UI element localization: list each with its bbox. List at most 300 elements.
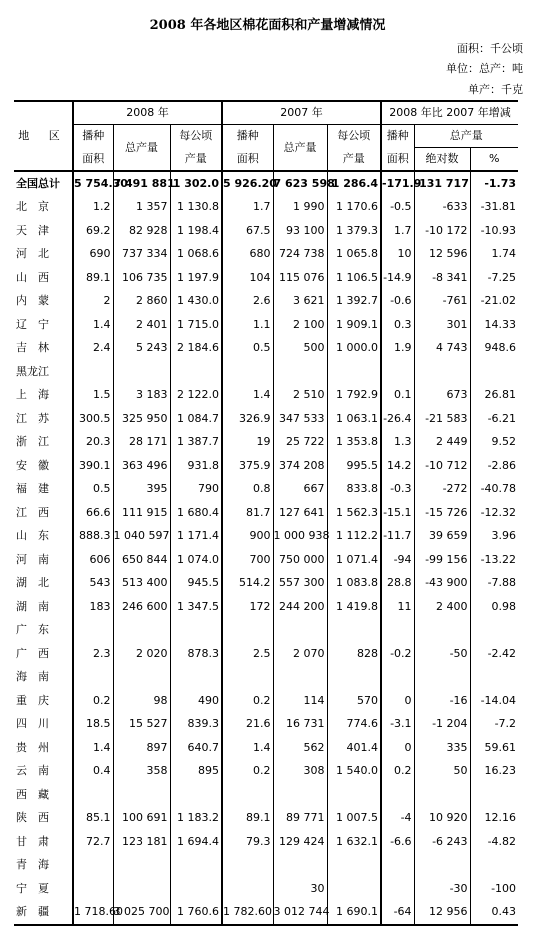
cell-output-change-absolute: 50 xyxy=(414,760,470,784)
cell-sown-area-2008: 0.5 xyxy=(73,478,113,502)
cell-output-change-absolute: 301 xyxy=(414,313,470,337)
cell-output-change-absolute: -272 xyxy=(414,478,470,502)
cell-output-2007: 129 424 xyxy=(273,830,327,854)
cell-region: 河 北 xyxy=(16,247,49,261)
cell-yield-2008: 945.5 xyxy=(170,572,222,596)
header-percent: % xyxy=(470,148,518,172)
cell-yield-2007: 1 632.1 xyxy=(327,830,381,854)
cell-output-change-percent: 16.23 xyxy=(470,760,518,784)
cell-output-change-absolute: 2 400 xyxy=(414,595,470,619)
cell-output-2008: 246 600 xyxy=(113,595,170,619)
cell-output-change-percent: -12.32 xyxy=(470,501,518,525)
cell-region: 青 海 xyxy=(16,858,49,872)
cell-yield-2008: 1 197.9 xyxy=(170,266,222,290)
table-row xyxy=(14,807,518,831)
cell-sown-area-2007: 104 xyxy=(222,266,273,290)
cell-output-2007: 114 xyxy=(273,689,327,713)
cell-sown-area-2008: 0.2 xyxy=(73,689,113,713)
cell-yield-2007: 1 392.7 xyxy=(327,290,381,314)
cell-output-2008: 1 357 xyxy=(113,196,170,220)
cell-output-2007: 724 738 xyxy=(273,243,327,267)
cell-output-change-percent: -6.21 xyxy=(470,407,518,431)
cell-region: 内 蒙 xyxy=(16,294,49,308)
cell-region: 山 西 xyxy=(16,270,49,284)
unit-note-area: 面积：千公顷 xyxy=(457,42,523,55)
cell-region: 陕 西 xyxy=(16,811,49,825)
cell-yield-2007: 1 792.9 xyxy=(327,384,381,408)
cell-yield-2007: 401.4 xyxy=(327,736,381,760)
table-row xyxy=(14,572,518,596)
cell-sown-area-2007: 1 782.60 xyxy=(222,901,273,926)
cell-output-change-absolute: -6 243 xyxy=(414,830,470,854)
cell-sown-area-2008 xyxy=(73,360,113,384)
cell-yield-2007: 1 106.5 xyxy=(327,266,381,290)
cell-output-2008 xyxy=(113,854,170,878)
cell-yield-2007: 1 353.8 xyxy=(327,431,381,455)
cell-sown-area-2007 xyxy=(222,854,273,878)
cell-output-change-percent: -10.93 xyxy=(470,219,518,243)
cell-yield-2007 xyxy=(327,854,381,878)
cell-output-2008 xyxy=(113,877,170,901)
cell-sown-area-change: -0.6 xyxy=(381,290,414,314)
cell-sown-area-2007: 5 926.20 xyxy=(222,171,273,196)
cell-sown-area-change: -14.9 xyxy=(381,266,414,290)
cell-sown-area-2008: 72.7 xyxy=(73,830,113,854)
cell-output-change-percent: 26.81 xyxy=(470,384,518,408)
cell-sown-area-2008: 2 xyxy=(73,290,113,314)
cell-sown-area-change: 1.9 xyxy=(381,337,414,361)
cell-sown-area-2007: 172 xyxy=(222,595,273,619)
cell-yield-2007 xyxy=(327,666,381,690)
cell-output-2007: 7 623 598 xyxy=(273,171,327,196)
cell-output-2008: 737 334 xyxy=(113,243,170,267)
cell-output-2007 xyxy=(273,666,327,690)
cell-yield-2007: 1 071.4 xyxy=(327,548,381,572)
cell-sown-area-change: 1.3 xyxy=(381,431,414,455)
cell-output-2008: 2 401 xyxy=(113,313,170,337)
cell-output-change-percent xyxy=(470,666,518,690)
cell-yield-2008: 1 430.0 xyxy=(170,290,222,314)
cell-output-2007: 244 200 xyxy=(273,595,327,619)
cell-sown-area-change xyxy=(381,619,414,643)
cell-yield-2007 xyxy=(327,783,381,807)
cell-output-2008: 5 243 xyxy=(113,337,170,361)
cell-sown-area-2008: 69.2 xyxy=(73,219,113,243)
cell-region: 辽 宁 xyxy=(16,317,49,331)
cell-output-2007: 115 076 xyxy=(273,266,327,290)
cell-output-change-absolute xyxy=(414,360,470,384)
cell-region: 江 西 xyxy=(16,505,49,519)
cell-yield-2008: 1 347.5 xyxy=(170,595,222,619)
cell-sown-area-2008 xyxy=(73,854,113,878)
cell-region: 贵 州 xyxy=(16,740,49,754)
cell-yield-2007: 1 065.8 xyxy=(327,243,381,267)
cell-output-change-absolute: 12 956 xyxy=(414,901,470,926)
cell-output-change-percent: -1.73 xyxy=(470,171,518,196)
cell-yield-2007 xyxy=(327,360,381,384)
cell-sown-area-2007 xyxy=(222,619,273,643)
cell-yield-2008: 1 387.7 xyxy=(170,431,222,455)
cell-yield-2007: 774.6 xyxy=(327,713,381,737)
cell-output-2008: 82 928 xyxy=(113,219,170,243)
cell-output-2007: 2 100 xyxy=(273,313,327,337)
cell-yield-2008: 1 760.6 xyxy=(170,901,222,926)
cell-region: 福 建 xyxy=(16,482,49,496)
cell-sown-area-change: 0.3 xyxy=(381,313,414,337)
cell-output-2007: 667 xyxy=(273,478,327,502)
cell-yield-2008 xyxy=(170,877,222,901)
cell-sown-area-2007: 1.7 xyxy=(222,196,273,220)
cell-sown-area-2008: 89.1 xyxy=(73,266,113,290)
cell-sown-area-2008: 543 xyxy=(73,572,113,596)
cell-sown-area-2007 xyxy=(222,877,273,901)
cell-sown-area-2008 xyxy=(73,783,113,807)
cell-sown-area-2008 xyxy=(73,877,113,901)
cell-region: 云 南 xyxy=(16,764,49,778)
cell-output-change-percent xyxy=(470,854,518,878)
cell-yield-2007: 1 562.3 xyxy=(327,501,381,525)
cell-yield-2008: 640.7 xyxy=(170,736,222,760)
cell-output-change-percent: 0.43 xyxy=(470,901,518,926)
cell-yield-2008: 1 198.4 xyxy=(170,219,222,243)
header-absolute: 绝对数 xyxy=(414,148,470,172)
table-row xyxy=(14,877,518,901)
cell-sown-area-2008: 2.3 xyxy=(73,642,113,666)
cell-output-2008: 106 735 xyxy=(113,266,170,290)
cell-sown-area-2008: 1.2 xyxy=(73,196,113,220)
table-row xyxy=(14,736,518,760)
cell-output-change-absolute: -10 172 xyxy=(414,219,470,243)
cell-yield-2007: 1 112.2 xyxy=(327,525,381,549)
cell-sown-area-2008 xyxy=(73,666,113,690)
cell-yield-2007: 1 540.0 xyxy=(327,760,381,784)
cell-output-change-absolute: -50 xyxy=(414,642,470,666)
cell-sown-area-2007: 514.2 xyxy=(222,572,273,596)
table-row xyxy=(14,360,518,384)
cell-sown-area-change: -0.5 xyxy=(381,196,414,220)
cell-yield-2008: 1 680.4 xyxy=(170,501,222,525)
cell-sown-area-change: 0 xyxy=(381,736,414,760)
cell-yield-2008 xyxy=(170,360,222,384)
cell-region: 重 庆 xyxy=(16,693,49,707)
cell-output-change-absolute: 335 xyxy=(414,736,470,760)
cell-sown-area-change: -15.1 xyxy=(381,501,414,525)
cell-output-change-percent: 3.96 xyxy=(470,525,518,549)
cell-sown-area-change: -171.9 xyxy=(381,171,414,196)
cell-output-2007: 93 100 xyxy=(273,219,327,243)
cell-yield-2008: 1 130.8 xyxy=(170,196,222,220)
table-row xyxy=(14,666,518,690)
cell-yield-2007: 1 909.1 xyxy=(327,313,381,337)
table-row xyxy=(14,901,518,926)
cell-output-2007: 25 722 xyxy=(273,431,327,455)
cell-sown-area-2007: 19 xyxy=(222,431,273,455)
cell-yield-2007: 1 379.3 xyxy=(327,219,381,243)
cell-sown-area-2007: 67.5 xyxy=(222,219,273,243)
cell-output-2007 xyxy=(273,854,327,878)
cell-sown-area-change: -0.2 xyxy=(381,642,414,666)
header-output-2007: 总产量 xyxy=(273,125,327,172)
cell-output-change-absolute: -761 xyxy=(414,290,470,314)
cell-output-2008: 897 xyxy=(113,736,170,760)
cell-yield-2008: 1 171.4 xyxy=(170,525,222,549)
cell-output-change-absolute: 673 xyxy=(414,384,470,408)
cell-output-change-percent: 14.33 xyxy=(470,313,518,337)
cell-region: 山 东 xyxy=(16,529,49,543)
cell-sown-area-2008: 20.3 xyxy=(73,431,113,455)
table-row xyxy=(14,196,518,220)
cell-output-change-percent: -40.78 xyxy=(470,478,518,502)
header-yield-2008-b: 产量 xyxy=(170,148,222,172)
table-row xyxy=(14,337,518,361)
header-output-change: 总产量 xyxy=(414,125,518,148)
cell-output-change-absolute: -15 726 xyxy=(414,501,470,525)
cell-output-change-absolute: -1 204 xyxy=(414,713,470,737)
cell-output-change-absolute: 10 920 xyxy=(414,807,470,831)
cell-yield-2008: 1 084.7 xyxy=(170,407,222,431)
cell-output-2007: 750 000 xyxy=(273,548,327,572)
table-row xyxy=(14,478,518,502)
cell-yield-2008: 2 122.0 xyxy=(170,384,222,408)
cell-yield-2007: 828 xyxy=(327,642,381,666)
cell-sown-area-2007: 2.6 xyxy=(222,290,273,314)
cell-sown-area-change: -26.4 xyxy=(381,407,414,431)
cell-yield-2008: 790 xyxy=(170,478,222,502)
cell-region: 河 南 xyxy=(16,552,49,566)
cell-sown-area-change: 0.1 xyxy=(381,384,414,408)
cell-sown-area-2008: 5 754.30 xyxy=(73,171,113,196)
table-row xyxy=(14,384,518,408)
cell-region: 江 苏 xyxy=(16,411,49,425)
cell-yield-2007: 833.8 xyxy=(327,478,381,502)
cell-output-2007: 30 xyxy=(273,877,327,901)
cell-sown-area-2007: 700 xyxy=(222,548,273,572)
cell-output-change-absolute: -99 156 xyxy=(414,548,470,572)
cell-yield-2007 xyxy=(327,877,381,901)
header-sown-area-change-a: 播种 xyxy=(381,125,414,148)
cell-yield-2007: 1 286.4 xyxy=(327,171,381,196)
cell-output-change-absolute xyxy=(414,783,470,807)
cell-sown-area-2007: 1.1 xyxy=(222,313,273,337)
cell-output-2008 xyxy=(113,360,170,384)
cell-output-change-percent: -2.42 xyxy=(470,642,518,666)
cell-yield-2008: 2 184.6 xyxy=(170,337,222,361)
table-body xyxy=(14,171,518,925)
cell-output-2007: 557 300 xyxy=(273,572,327,596)
cell-output-2008: 363 496 xyxy=(113,454,170,478)
cell-output-change-absolute: -21 583 xyxy=(414,407,470,431)
table-row xyxy=(14,854,518,878)
cell-output-2007 xyxy=(273,360,327,384)
cell-region: 天 津 xyxy=(16,223,49,237)
cell-region: 甘 肃 xyxy=(16,834,49,848)
cell-sown-area-2007: 21.6 xyxy=(222,713,273,737)
cell-yield-2008 xyxy=(170,619,222,643)
cell-output-2007: 3 012 744 xyxy=(273,901,327,926)
cell-sown-area-2007: 0.5 xyxy=(222,337,273,361)
cell-yield-2007: 570 xyxy=(327,689,381,713)
cell-output-2007 xyxy=(273,619,327,643)
cell-region: 浙 江 xyxy=(16,435,49,449)
cell-sown-area-2007: 0.2 xyxy=(222,689,273,713)
cell-sown-area-change: 1.7 xyxy=(381,219,414,243)
cell-output-2007: 562 xyxy=(273,736,327,760)
cell-output-2007: 3 621 xyxy=(273,290,327,314)
cell-sown-area-change: 0.2 xyxy=(381,760,414,784)
cell-sown-area-2008: 18.5 xyxy=(73,713,113,737)
cell-sown-area-change: 14.2 xyxy=(381,454,414,478)
cell-output-change-absolute xyxy=(414,854,470,878)
table-row xyxy=(14,501,518,525)
cell-output-change-absolute: -16 xyxy=(414,689,470,713)
cell-output-change-percent: -21.02 xyxy=(470,290,518,314)
cell-yield-2008: 895 xyxy=(170,760,222,784)
cell-sown-area-2008: 1 718.60 xyxy=(73,901,113,926)
cell-region: 北 京 xyxy=(16,200,49,214)
header-sown-area-change-b: 面积 xyxy=(381,148,414,172)
cell-output-change-percent xyxy=(470,619,518,643)
cell-yield-2007: 995.5 xyxy=(327,454,381,478)
cell-output-2007: 374 208 xyxy=(273,454,327,478)
table-row xyxy=(14,243,518,267)
cell-sown-area-2008: 1.4 xyxy=(73,736,113,760)
cell-output-2008: 111 915 xyxy=(113,501,170,525)
table-row xyxy=(14,783,518,807)
cell-sown-area-2008: 85.1 xyxy=(73,807,113,831)
cell-sown-area-2007: 1.4 xyxy=(222,384,273,408)
cell-yield-2007 xyxy=(327,619,381,643)
cell-yield-2007: 1 000.0 xyxy=(327,337,381,361)
cell-output-2008: 15 527 xyxy=(113,713,170,737)
cell-output-2008: 28 171 xyxy=(113,431,170,455)
cell-output-change-percent: 0.98 xyxy=(470,595,518,619)
cell-output-change-percent xyxy=(470,360,518,384)
cell-output-2008: 395 xyxy=(113,478,170,502)
cell-output-change-percent xyxy=(470,783,518,807)
cell-yield-2008: 1 183.2 xyxy=(170,807,222,831)
cell-output-change-percent: -7.2 xyxy=(470,713,518,737)
table-row xyxy=(14,548,518,572)
cell-sown-area-2008: 606 xyxy=(73,548,113,572)
cell-sown-area-2008: 390.1 xyxy=(73,454,113,478)
cell-output-2008: 3 025 700 xyxy=(113,901,170,926)
cell-output-change-absolute xyxy=(414,619,470,643)
header-sown-area-2007-a: 播种 xyxy=(222,125,273,148)
cell-region: 上 海 xyxy=(16,388,49,402)
cell-region: 新 疆 xyxy=(14,901,73,926)
table-row xyxy=(14,713,518,737)
cell-yield-2008: 1 715.0 xyxy=(170,313,222,337)
table-row xyxy=(14,266,518,290)
table-row xyxy=(14,619,518,643)
cell-region: 黑龙江 xyxy=(16,364,49,378)
cell-yield-2007: 1 690.1 xyxy=(327,901,381,926)
cell-yield-2008: 1 074.0 xyxy=(170,548,222,572)
cell-output-change-percent: 948.6 xyxy=(470,337,518,361)
cell-output-2007: 347 533 xyxy=(273,407,327,431)
cell-region: 吉 林 xyxy=(16,341,49,355)
cell-output-2008: 358 xyxy=(113,760,170,784)
cell-yield-2007: 1 170.6 xyxy=(327,196,381,220)
cell-output-change-percent: 12.16 xyxy=(470,807,518,831)
cell-sown-area-2008: 1.4 xyxy=(73,313,113,337)
cell-output-change-absolute: -30 xyxy=(414,877,470,901)
cell-sown-area-2007 xyxy=(222,783,273,807)
table-row xyxy=(14,219,518,243)
header-yield-2007-b: 产量 xyxy=(327,148,381,172)
unit-note-output: 单位：总产：吨 xyxy=(446,62,523,75)
cell-sown-area-2007: 81.7 xyxy=(222,501,273,525)
cell-output-change-absolute: -633 xyxy=(414,196,470,220)
header-output-2008: 总产量 xyxy=(113,125,170,172)
cell-yield-2008: 931.8 xyxy=(170,454,222,478)
cell-region: 湖 南 xyxy=(16,599,49,613)
cell-output-2007: 500 xyxy=(273,337,327,361)
cell-sown-area-2007: 0.8 xyxy=(222,478,273,502)
cell-sown-area-2007: 0.2 xyxy=(222,760,273,784)
cell-sown-area-2008: 0.4 xyxy=(73,760,113,784)
cell-output-2008: 7 491 881 xyxy=(113,171,170,196)
cell-yield-2008 xyxy=(170,854,222,878)
cell-output-change-absolute: -8 341 xyxy=(414,266,470,290)
cell-output-change-absolute: -10 712 xyxy=(414,454,470,478)
header-sown-area-2007-b: 面积 xyxy=(222,148,273,172)
cell-sown-area-change xyxy=(381,854,414,878)
header-yield-2007-a: 每公顷 xyxy=(327,125,381,148)
cell-sown-area-2007 xyxy=(222,360,273,384)
cell-yield-2007: 1 063.1 xyxy=(327,407,381,431)
table-row xyxy=(14,689,518,713)
cell-output-2007: 16 731 xyxy=(273,713,327,737)
cell-output-change-absolute: 12 596 xyxy=(414,243,470,267)
cell-sown-area-change: -94 xyxy=(381,548,414,572)
cell-sown-area-change xyxy=(381,877,414,901)
header-sown-area-2008-b: 面积 xyxy=(73,148,113,172)
cell-output-change-absolute: 4 743 xyxy=(414,337,470,361)
cell-region: 宁 夏 xyxy=(16,881,49,895)
cell-sown-area-2007: 680 xyxy=(222,243,273,267)
cell-sown-area-change: -11.7 xyxy=(381,525,414,549)
cell-output-change-absolute: 39 659 xyxy=(414,525,470,549)
cell-output-change-percent: 59.61 xyxy=(470,736,518,760)
cell-sown-area-2007: 1.4 xyxy=(222,736,273,760)
cell-sown-area-2008: 888.3 xyxy=(73,525,113,549)
cell-output-2008: 3 183 xyxy=(113,384,170,408)
cell-output-change-percent: 9.52 xyxy=(470,431,518,455)
cell-output-2007: 2 070 xyxy=(273,642,327,666)
cell-region: 四 川 xyxy=(16,717,49,731)
cell-region: 湖 北 xyxy=(16,576,49,590)
cell-output-2007 xyxy=(273,783,327,807)
header-yield-2008-a: 每公顷 xyxy=(170,125,222,148)
cell-sown-area-change: -64 xyxy=(381,901,414,926)
cell-sown-area-2008 xyxy=(73,619,113,643)
cell-output-change-absolute: -43 900 xyxy=(414,572,470,596)
table-row xyxy=(14,525,518,549)
table-row xyxy=(14,454,518,478)
header-group-2008: 2008 年 xyxy=(73,101,222,125)
cell-output-2007: 1 990 xyxy=(273,196,327,220)
cell-output-change-percent: -2.86 xyxy=(470,454,518,478)
table-row xyxy=(14,290,518,314)
cell-region: 海 南 xyxy=(16,670,49,684)
table-row xyxy=(14,431,518,455)
cell-output-change-absolute: -131 717 xyxy=(414,171,470,196)
table-row xyxy=(14,595,518,619)
unit-note-yield: 单产：千克 xyxy=(468,83,523,96)
cell-output-2008: 2 860 xyxy=(113,290,170,314)
table-row xyxy=(14,830,518,854)
